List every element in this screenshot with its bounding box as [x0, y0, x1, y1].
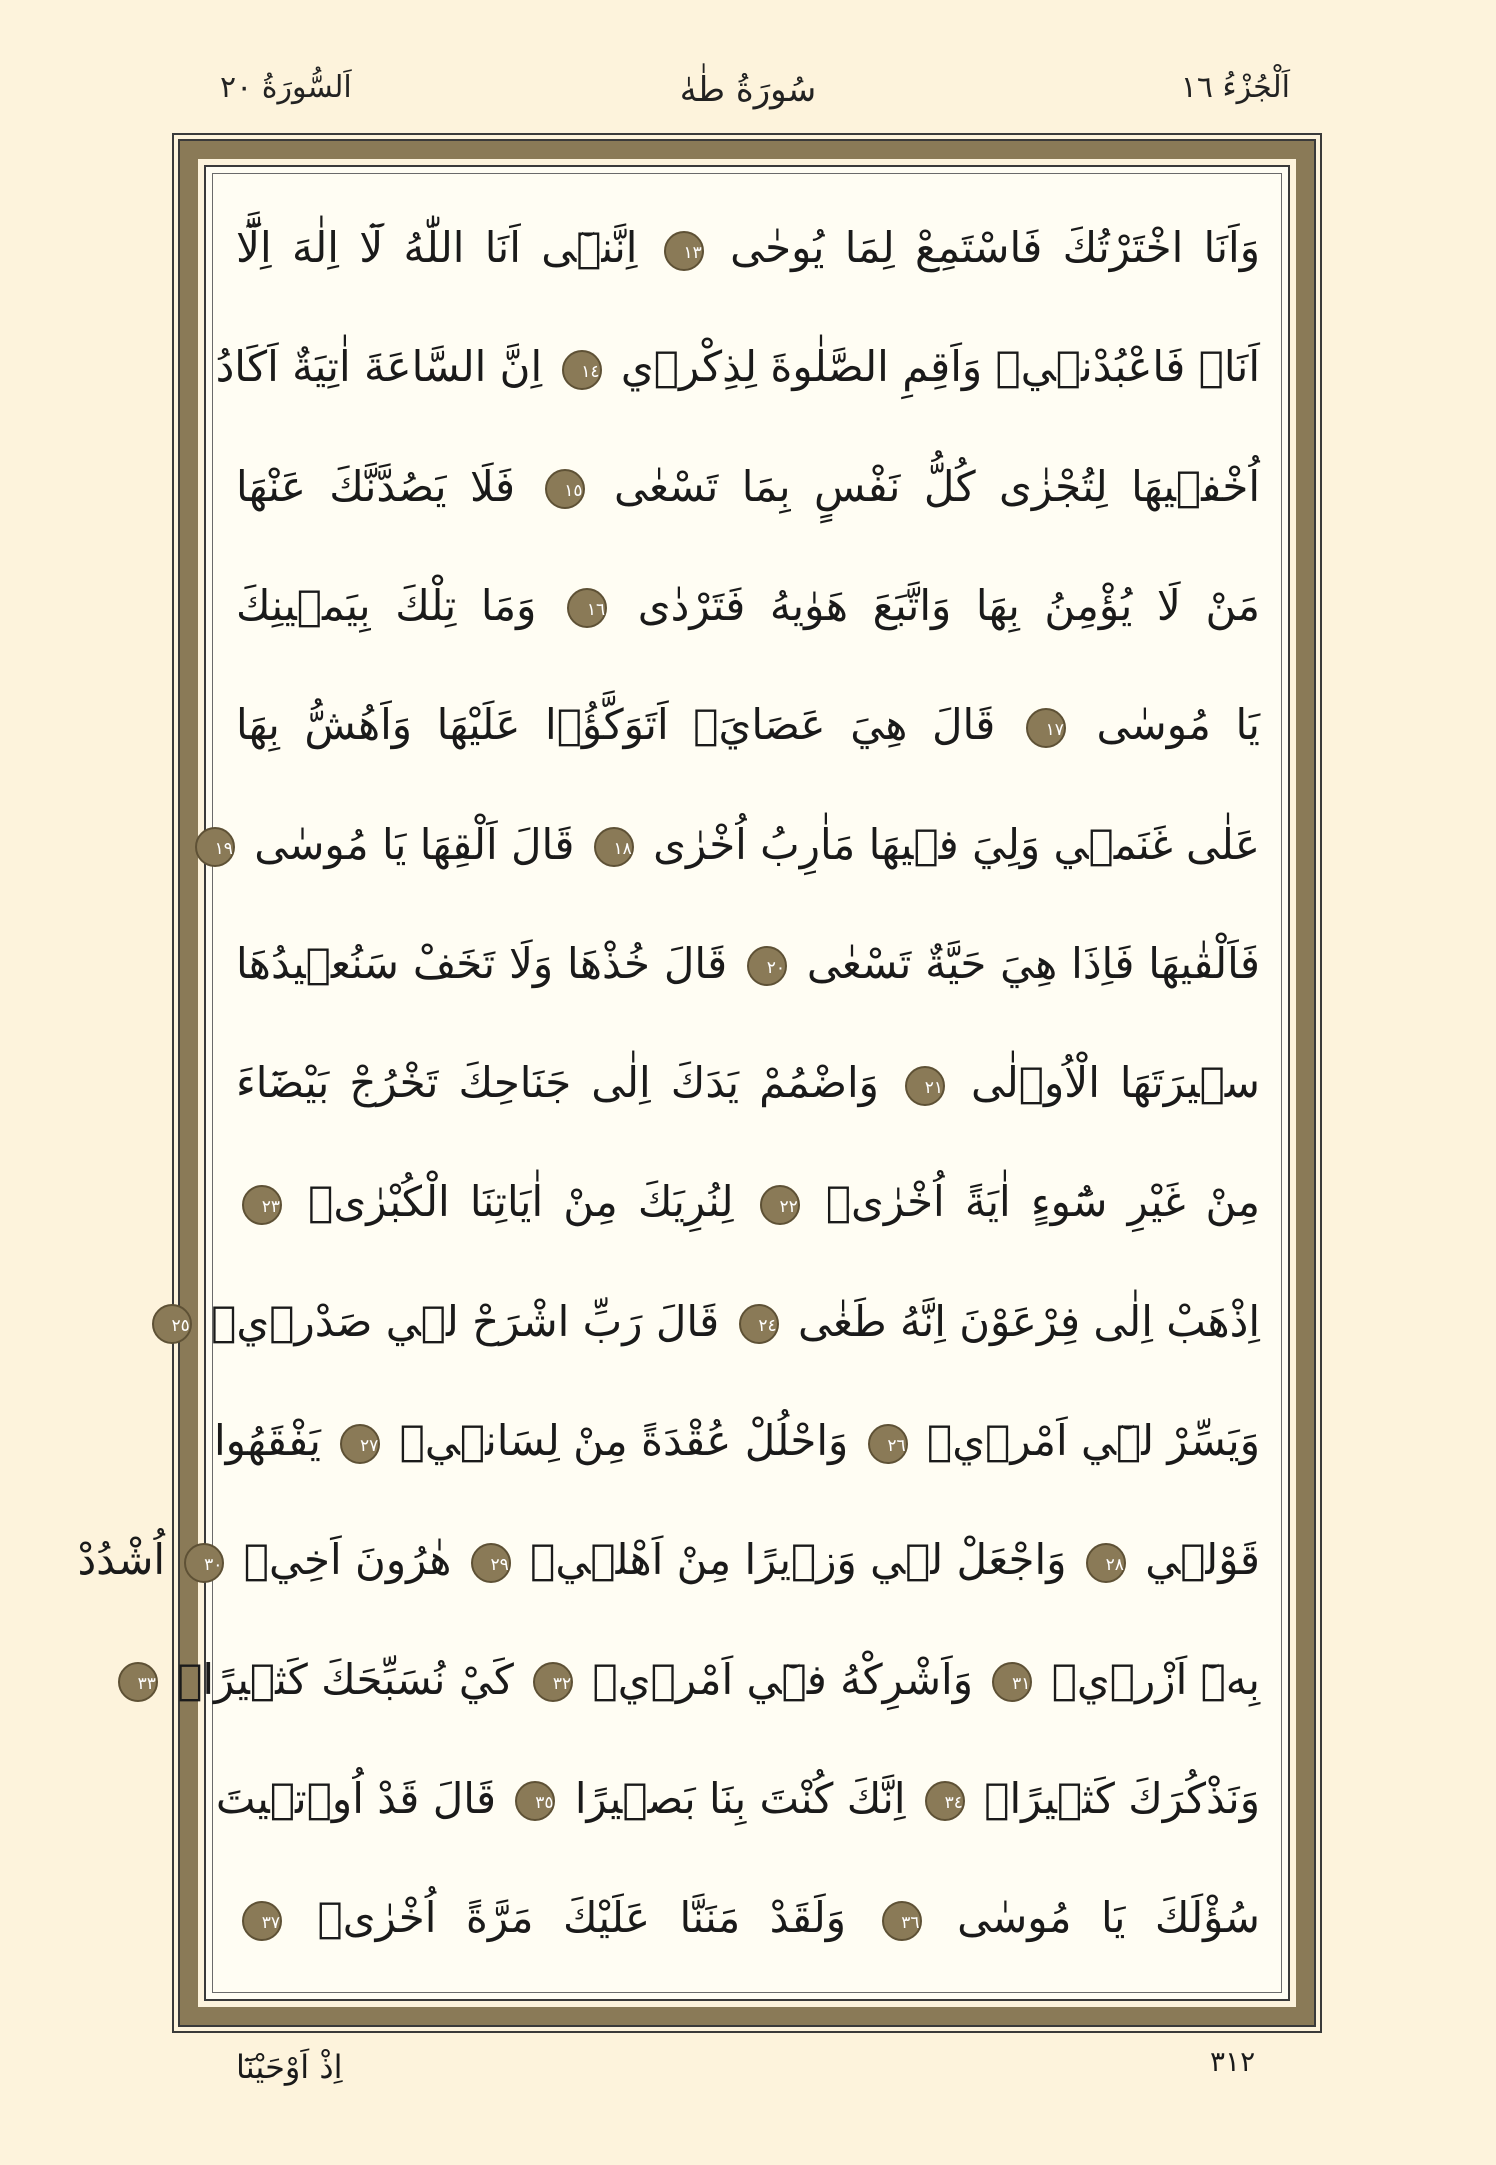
quran-text-block — [77, 188, 1260, 1978]
text-line — [236, 208, 1260, 288]
catchword: اِذْ اَوْحَيْنَٓا — [236, 2048, 343, 2086]
verse-text: عَلٰى غَنَم۪ي وَلِيَ ف۪يهَا مَاٰرِبُ اُخْرٰى — [653, 819, 1260, 869]
verse-text: قَوْل۪ي — [1145, 1535, 1260, 1585]
verse-text: س۪يرَتَهَا الْاُو۫لٰى — [970, 1058, 1260, 1108]
verse-text: وَاضْمُمْ يَدَكَ اِلٰى جَنَاحِكَ تَخْرُجْ بَيْضَٓاءَ — [236, 1058, 879, 1108]
surah-title: سُورَةُ طٰهٰ — [679, 70, 817, 110]
text-line — [214, 1401, 1260, 1481]
verse-text: يَفْقَهُوا — [214, 1416, 321, 1465]
ayah-number-marker: ٣٧ — [242, 1901, 282, 1941]
page-number: ٣١٢ — [1210, 2045, 1256, 2078]
ayah-number-marker: ١٨ — [594, 827, 634, 867]
text-line — [236, 924, 1260, 1004]
ayah-number-marker: ٢٣ — [242, 1185, 282, 1225]
verse-text: فَلَا يَصُدَّنَّكَ عَنْهَا — [236, 461, 516, 511]
verse-text: وَلَقَدْ مَنَنَّا عَلَيْكَ مَرَّةً اُخْرٰىۙ — [317, 1893, 847, 1943]
verse-text: فَاَلْقٰيهَا فَاِذَا هِيَ حَيَّةٌ تَسْعٰى — [806, 938, 1260, 988]
ayah-number-marker: ٢٤ — [739, 1304, 779, 1344]
verse-text: اِذْهَبْ اِلٰى فِرْعَوْنَ اِنَّهُ طَغٰى — [797, 1296, 1260, 1346]
verse-text: وَاَشْرِكْهُ ف۪ٓي اَمْر۪يۙ — [592, 1654, 973, 1704]
text-line — [236, 566, 1260, 646]
verse-text: اِنَّ السَّاعَةَ اٰتِيَةٌ اَكَادُ — [215, 342, 543, 392]
text-line — [236, 1878, 1260, 1958]
text-line — [215, 1759, 1260, 1839]
text-line — [215, 327, 1260, 407]
verse-text: مَنْ لَا يُؤْمِنُ بِهَا وَاتَّبَعَ هَوٰيهُ فَتَرْدٰى — [637, 580, 1260, 630]
verse-text: قَالَ اَلْقِهَا يَا مُوسٰى — [254, 819, 575, 869]
text-line — [137, 1640, 1260, 1720]
verse-text: لِنُرِيَكَ مِنْ اٰيَاتِنَا الْكُبْرٰىۚ — [308, 1177, 734, 1227]
verse-text: اُشْدُدْ — [77, 1535, 166, 1585]
verse-text: مِنْ غَيْرِ سُٓوءٍ اٰيَةً اُخْرٰىۙ — [825, 1177, 1260, 1227]
verse-text: قَالَ قَدْ اُو۫ت۪يتَ — [215, 1773, 497, 1823]
text-line — [77, 1520, 1260, 1600]
verse-text: قَالَ رَبِّ اشْرَحْ ل۪ي صَدْر۪يۙ — [211, 1296, 720, 1346]
text-line — [214, 805, 1260, 885]
ayah-number-marker: ٢٦ — [868, 1424, 908, 1464]
ayah-number-marker: ٣٢ — [533, 1662, 573, 1702]
ayah-number-marker: ٢٨ — [1086, 1543, 1126, 1583]
ayah-number-marker: ٣٥ — [515, 1781, 555, 1821]
verse-text: يَا مُوسٰى — [1096, 700, 1260, 750]
verse-text: اُخْف۪يهَا لِتُجْزٰى كُلُّ نَفْسٍ بِمَا تَسْعٰى — [613, 461, 1260, 511]
verse-text: كَيْ نُسَبِّحَكَ كَث۪يرًاۙ — [177, 1654, 514, 1704]
verse-text: قَالَ هِيَ عَصَايَۚ اَتَوَكَّؤُ۬ا عَلَيْهَا وَاَهُشُّ بِهَا — [236, 700, 996, 750]
verse-text: سُؤْلَكَ يَا مُوسٰى — [957, 1893, 1260, 1943]
ayah-number-marker: ٢٥ — [152, 1304, 192, 1344]
ayah-number-marker: ٢٢ — [760, 1185, 800, 1225]
ayah-number-marker: ٢٧ — [340, 1424, 380, 1464]
verse-text: قَالَ خُذْهَا وَلَا تَخَفْ سَنُع۪يدُهَا — [236, 938, 728, 988]
ayah-number-marker: ٣١ — [992, 1662, 1032, 1702]
text-line — [236, 1043, 1260, 1123]
verse-text: هٰرُونَ اَخِيۚ — [243, 1535, 452, 1585]
verse-text: وَنَذْكُرَكَ كَث۪يرًاۜ — [984, 1773, 1260, 1823]
ayah-number-marker: ٣٣ — [118, 1662, 158, 1702]
verse-text: وَمَا تِلْكَ بِيَم۪ينِكَ — [236, 580, 537, 630]
ayah-number-marker: ١٧ — [1026, 708, 1066, 748]
text-line — [171, 1282, 1260, 1362]
ayah-number-marker: ٣٦ — [882, 1901, 922, 1941]
ayah-number-marker: ١٥ — [545, 469, 585, 509]
ayah-number-marker: ١٩ — [195, 827, 235, 867]
ayah-number-marker: ٣٤ — [925, 1781, 965, 1821]
text-line — [236, 1162, 1260, 1242]
verse-text: بِه۪ٓ اَزْر۪يۙ — [1051, 1654, 1260, 1704]
verse-text: وَاحْلُلْ عُقْدَةً مِنْ لِسَان۪يۙ — [399, 1416, 849, 1465]
ayah-number-marker: ٣٠ — [184, 1543, 224, 1583]
verse-text: وَاَنَا اخْتَرْتُكَ فَاسْتَمِعْ لِمَا يُوحٰى — [730, 223, 1260, 272]
ayah-number-marker: ١٦ — [567, 588, 607, 628]
ayah-number-marker: ٢١ — [905, 1066, 945, 1106]
ayah-number-marker: ١٤ — [562, 350, 602, 390]
verse-text: وَاجْعَلْ ل۪ي وَز۪يرًا مِنْ اَهْل۪يۙ — [530, 1535, 1067, 1585]
text-line — [236, 447, 1260, 527]
verse-text: اِنَّكَ كُنْتَ بِنَا بَص۪يرًا — [574, 1773, 906, 1823]
surah-number-label: اَلسُّورَةُ ٢٠ — [220, 70, 352, 105]
ayah-number-marker: ٢٩ — [471, 1543, 511, 1583]
text-line — [236, 685, 1260, 765]
juz-label: اَلْجُزْءُ ١٦ — [1180, 70, 1290, 105]
verse-text: وَيَسِّرْ ل۪ٓي اَمْر۪يۙ — [927, 1416, 1260, 1465]
verse-text: اَنَا۬ فَاعْبُدْن۪يۙ وَاَقِمِ الصَّلٰوةَ لِذِكْر۪ي — [620, 342, 1260, 392]
ayah-number-marker: ٢٠ — [747, 946, 787, 986]
ayah-number-marker: ١٣ — [664, 231, 704, 271]
verse-text: اِنَّن۪ٓى اَنَا اللّٰهُ لَٓا اِلٰهَ اِلَّٓا — [236, 223, 638, 272]
